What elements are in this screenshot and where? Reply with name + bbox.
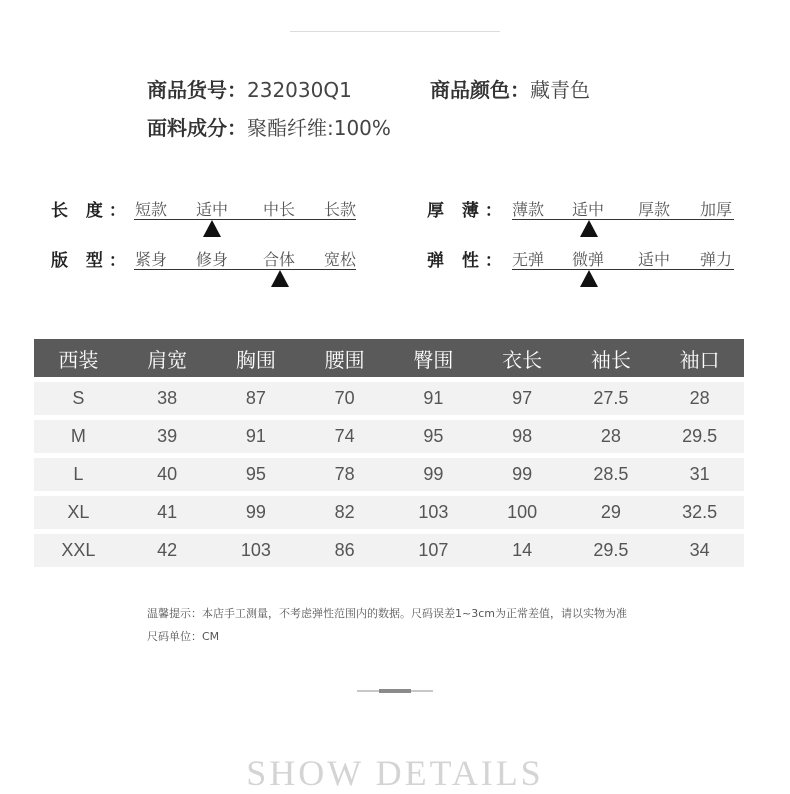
product-color-value: 藏青色 (530, 78, 590, 102)
table-cell: 107 (418, 540, 449, 560)
table-cell: 14 (512, 540, 533, 560)
table-cell: 31 (689, 464, 710, 484)
thickness-scale-label: 厚 薄： (427, 201, 508, 221)
fit-scale-line (134, 269, 356, 270)
top-divider (290, 31, 500, 32)
fit-selected-marker (271, 270, 289, 287)
product-code-label: 商品货号： (147, 78, 247, 102)
table-cell: 95 (423, 426, 444, 446)
header-cuff: 袖口 (679, 347, 720, 372)
table-cell: 28.5 (593, 464, 629, 484)
product-code-value: 232030Q1 (247, 78, 352, 102)
length-selected-marker (203, 220, 221, 237)
table-row (34, 496, 744, 529)
show-details-heading: SHOW DETAILS (246, 753, 544, 793)
product-fabric (147, 112, 391, 141)
thickness-option-thick: 厚款 (638, 200, 671, 219)
table-cell: 103 (240, 540, 271, 560)
table-row (34, 420, 744, 453)
product-fabric-value: 聚酯纤维:100% (247, 116, 391, 140)
table-cell: 91 (423, 388, 444, 408)
table-cell: 29.5 (682, 426, 718, 446)
table-cell: 103 (418, 502, 449, 522)
product-fabric-label: 面料成分： (147, 116, 247, 140)
table-cell: 39 (157, 426, 178, 446)
table-cell: 29 (600, 502, 621, 522)
length-option-midlong: 中长 (263, 200, 296, 219)
thickness-option-medium: 适中 (572, 200, 605, 219)
table-row (34, 534, 744, 567)
table-cell: 99 (512, 464, 533, 484)
table-row (34, 458, 744, 491)
size-unit-note: 尺码单位：CM (147, 630, 220, 643)
table-cell: 32.5 (682, 502, 718, 522)
table-cell: 41 (157, 502, 178, 522)
table-cell: 82 (334, 502, 355, 522)
elasticity-option-none: 无弹 (512, 250, 545, 269)
table-cell: 74 (334, 426, 355, 446)
table-cell: 98 (512, 426, 533, 446)
measurement-tip: 温馨提示：本店手工测量，不考虑弹性范围内的数据。尺码误差1~3cm为正常差值，请以实物为准 (147, 607, 627, 620)
length-option-short: 短款 (135, 200, 168, 219)
thickness-option-thin: 薄款 (512, 200, 545, 219)
length-option-medium: 适中 (196, 200, 229, 219)
table-cell: 27.5 (593, 388, 629, 408)
table-cell: XL (67, 502, 90, 522)
table-cell: 99 (423, 464, 444, 484)
product-color (430, 74, 590, 103)
elasticity-scale-label: 弹 性： (427, 251, 508, 271)
table-cell: 40 (157, 464, 178, 484)
table-cell: M (70, 426, 86, 446)
table-cell: XXL (61, 540, 96, 560)
header-waist: 腰围 (324, 347, 365, 372)
header-sleeve: 袖长 (590, 347, 631, 372)
header-length: 衣长 (502, 347, 543, 372)
table-cell: S (72, 388, 85, 408)
table-cell: 87 (245, 388, 266, 408)
elasticity-option-stretch: 弹力 (700, 250, 733, 269)
length-scale-line (134, 219, 356, 220)
fit-option-tight: 紧身 (135, 250, 168, 269)
table-cell: 70 (334, 388, 355, 408)
elasticity-scale-line (512, 269, 734, 270)
section-divider (357, 690, 433, 692)
thickness-scale-line (512, 219, 734, 220)
table-row (34, 382, 744, 415)
header-suit: 西装 (58, 347, 99, 372)
fit-option-slim: 修身 (196, 250, 229, 269)
elasticity-option-slight: 微弹 (572, 250, 605, 269)
table-cell: L (73, 464, 84, 484)
table-cell: 86 (334, 540, 355, 560)
product-color-label: 商品颜色： (430, 78, 530, 102)
elasticity-selected-marker (580, 270, 598, 287)
fit-scale-label: 版 型： (51, 251, 132, 271)
fit-option-loose: 宽松 (324, 250, 357, 269)
header-shoulder: 肩宽 (147, 347, 188, 372)
table-cell: 28 (689, 388, 710, 408)
elasticity-option-medium: 适中 (638, 250, 671, 269)
header-chest: 胸围 (235, 347, 276, 372)
thickness-option-extra-thick: 加厚 (700, 200, 733, 219)
size-table (34, 339, 744, 567)
length-scale-label: 长 度： (51, 201, 132, 221)
header-hip: 臀围 (413, 347, 454, 372)
table-cell: 42 (157, 540, 178, 560)
table-cell: 34 (689, 540, 710, 560)
fit-option-regular: 合体 (263, 250, 296, 269)
product-code (147, 74, 352, 103)
size-table-header (34, 339, 744, 377)
table-cell: 29.5 (593, 540, 629, 560)
table-cell: 28 (600, 426, 621, 446)
section-divider-accent (379, 689, 411, 693)
table-cell: 99 (245, 502, 266, 522)
table-cell: 100 (507, 502, 538, 522)
table-cell: 97 (512, 388, 533, 408)
thickness-selected-marker (580, 220, 598, 237)
length-option-long: 长款 (324, 200, 357, 219)
table-cell: 91 (245, 426, 266, 446)
table-cell: 95 (245, 464, 266, 484)
table-cell: 78 (334, 464, 355, 484)
table-cell: 38 (157, 388, 178, 408)
